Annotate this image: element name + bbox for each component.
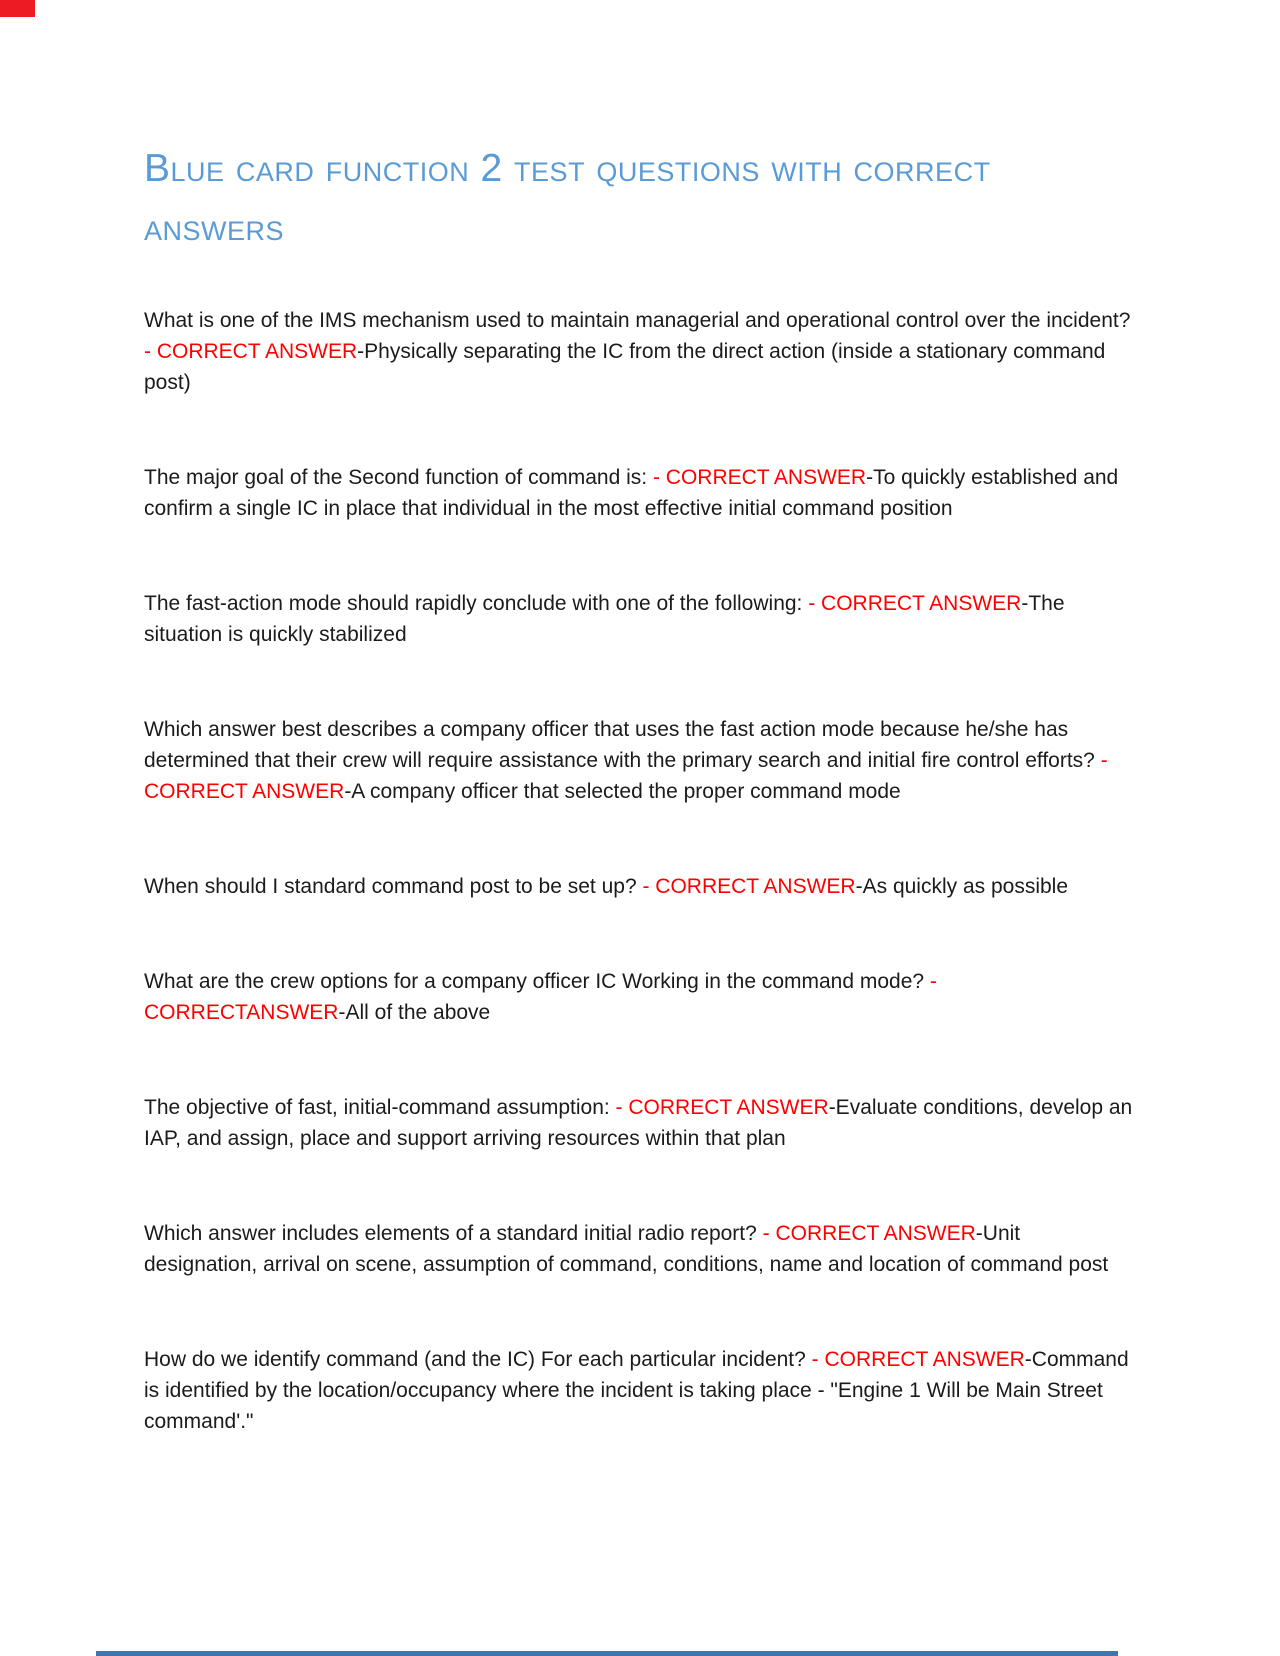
question-text: What is one of the IMS mechanism used to maintain managerial and operational control over the incident? <box>144 309 1131 332</box>
answer-text: -Command is identified by the location/occupancy where the incident is taking place - "Engine 1 Will be Main Street command'." <box>144 1348 1129 1433</box>
qa-item <box>144 871 1139 902</box>
answer-text: -As quickly as possible <box>855 875 1069 898</box>
correct-answer-marker: - CORRECT ANSWER <box>808 592 1022 615</box>
answer-text: -Evaluate conditions, develop an IAP, and assign, place and support arriving resources within that plan <box>144 1096 1133 1150</box>
answer-text: -Physically separating the IC from the direct action (inside a stationary command post) <box>144 340 1106 394</box>
qa-item <box>144 305 1139 398</box>
correct-answer-marker: - CORRECT ANSWER <box>652 466 867 489</box>
question-text: What are the crew options for a company officer IC Working in the command mode? <box>144 970 930 993</box>
correct-answer-marker: - CORRECT ANSWER <box>615 1096 829 1119</box>
correct-answer-marker: - CORRECT ANSWER <box>642 875 856 898</box>
question-text: The major goal of the Second function of command is: <box>144 466 653 489</box>
question-text: Which answer best describes a company officer that uses the fast action mode because he/she has determined that their crew will require assistance with the primary search and initial fire control efforts? <box>144 718 1101 772</box>
qa-item <box>144 1218 1139 1280</box>
question-text: Which answer includes elements of a standard initial radio report? <box>144 1222 763 1245</box>
question-text: How do we identify command (and the IC) For each particular incident? <box>144 1348 812 1371</box>
page-title: Blue card function 2 test questions with correct answers <box>144 147 991 249</box>
correct-answer-marker: - CORRECT <box>144 970 937 1024</box>
answer-text: -All of the above <box>338 1001 491 1024</box>
qa-item <box>144 462 1139 524</box>
correct-answer-marker: - CORRECT ANSWER <box>144 340 358 363</box>
qa-item <box>144 1092 1139 1154</box>
qa-item <box>144 714 1139 807</box>
qa-item <box>144 966 1139 1028</box>
question-text: When should I standard command post to be set up? <box>144 875 643 898</box>
question-text: The objective of fast, initial-command assumption: <box>144 1096 616 1119</box>
qa-item <box>144 588 1139 650</box>
answer-text: -The situation is quickly stabilized <box>144 592 1065 646</box>
correct-answer-marker: - CORRECT ANSWER <box>144 749 1108 803</box>
top-left-red-marker <box>0 0 35 17</box>
page-bottom-blue-bar <box>96 1651 1118 1656</box>
document-page <box>144 140 1139 1501</box>
answer-text: -Unit designation, arrival on scene, assumption of command, conditions, name and location of command post <box>144 1222 1109 1276</box>
correct-answer-marker: - CORRECT ANSWER <box>811 1348 1025 1371</box>
question-text: The fast-action mode should rapidly conclude with one of the following: <box>144 592 809 615</box>
qa-item <box>144 1344 1139 1437</box>
correct-answer-marker: ANSWER <box>246 1001 339 1024</box>
correct-answer-marker: - CORRECT ANSWER <box>762 1222 976 1245</box>
answer-text: -A company officer that selected the proper command mode <box>344 780 901 803</box>
answer-text: -To quickly established and confirm a single IC in place that individual in the most effective initial command position <box>144 466 1119 520</box>
